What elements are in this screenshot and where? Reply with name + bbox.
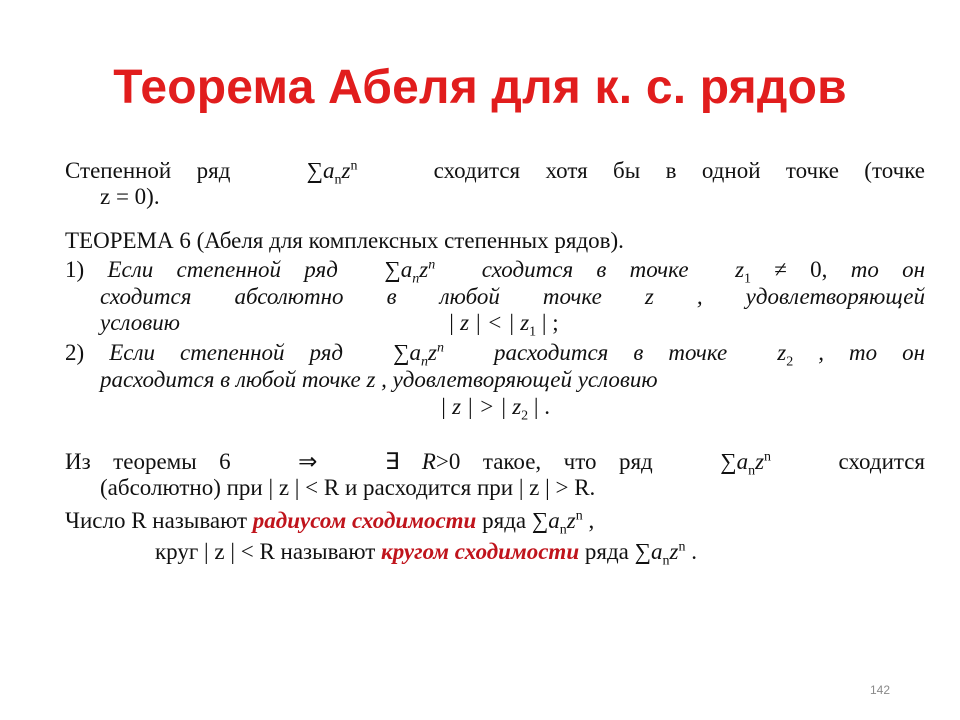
sub-n: n [748,463,756,479]
intro-line-2-text: z = 0). [100,184,160,209]
sub-1: 1 [744,271,752,287]
radius-term: радиусом сходимости [252,508,477,533]
item2-text-c: , то он [818,340,926,365]
intro-line-2 [100,184,160,210]
var-R: R [421,449,436,474]
corollary-cond: >0 такое, что ряд [435,449,653,474]
radius-suffix: ряда [482,508,527,533]
sup-n: n [350,158,358,174]
formula-abs-z-lt: | z | < | z [448,310,530,335]
item2-line-2-text: расходится в любой точке z , удовлетворяющей условию [100,367,658,392]
sub-n: n [334,172,342,188]
page-title: Теорема Абеля для к. с. рядов [113,61,847,114]
sub-2: 2 [786,354,794,370]
sub-2: 2 [521,408,529,424]
sup-n: n [436,340,444,356]
circle-end: . [691,539,697,564]
theorem-heading: ТЕОРЕМА 6 (Абеля для комплексных степенных рядов). [65,228,624,253]
var-z: z [341,158,351,183]
sup-n: n [428,257,436,273]
var-z: z [566,508,576,533]
item2-line-1 [65,340,926,370]
item1-cond: ≠ 0, [774,257,828,282]
exists-icon: ∃ [384,449,400,474]
var-z: z [428,340,437,365]
sub-n: n [662,553,670,569]
corollary-line-1 [65,449,925,479]
coef-a: a [651,539,663,564]
corollary-prefix: Из теоремы 6 [65,449,231,474]
circle-term: кругом сходимости [381,539,580,564]
coef-a: a [400,257,413,282]
point-z1: z [735,257,745,282]
formula-end: | ; [541,310,559,335]
point-z2: z [777,340,787,365]
intro-prefix: Степенной ряд [65,158,231,183]
item2-num: 2) [65,340,85,365]
implies-icon: ⇒ [298,449,318,474]
corollary-line-2 [100,475,595,501]
sum-symbol: ∑ [306,158,323,183]
formula-abs-z-gt: | z | > | z [440,394,522,419]
formula-end: | . [533,394,550,419]
item1-condition-label: условию [100,310,180,335]
intro-line-1 [65,158,925,188]
radius-end: , [588,508,595,533]
item2-text-a: Если степенной ряд [109,340,344,365]
sub-n: n [421,354,428,370]
sum-symbol: ∑ [384,257,401,282]
sum-symbol: ∑ [531,508,549,533]
intro-suffix: сходится хотя бы в одной точке (точке [433,158,925,183]
var-z: z [669,539,679,564]
coef-a: a [736,449,749,474]
item1-num: 1) [65,257,85,282]
sup-n: n [575,508,583,524]
item1-formula [448,310,559,340]
sub-1: 1 [529,324,537,340]
coef-a: a [409,340,421,365]
item1-line-3 [100,310,180,336]
sum-symbol: ∑ [720,449,737,474]
circle-prefix: круг | z | < R называют [155,539,376,564]
circle-suffix: ряда [584,539,629,564]
item1-text-b: сходится в точке [481,257,689,282]
sub-n: n [559,522,567,538]
radius-line [65,508,595,538]
corollary-line-2-text: (абсолютно) при | z | < R и расходится при | z | > R. [100,475,596,500]
item1-line-2-text: сходится абсолютно в любой точке z , удовлетворяющей [100,284,925,309]
item2-line-2 [100,367,860,393]
sum-symbol: ∑ [393,340,410,365]
sum-symbol: ∑ [634,539,652,564]
item2-text-b: расходится в точке [493,340,728,365]
item1-text-a: Если степенной ряд [107,257,338,282]
var-z: z [419,257,429,282]
radius-prefix: Число R называют [65,508,248,533]
coef-a: a [548,508,560,533]
sub-n: n [412,271,420,287]
item1-line-1 [65,257,925,287]
sup-n: n [678,539,686,555]
circle-line [155,539,697,569]
coef-a: a [323,158,335,183]
item1-line-2 [100,284,925,310]
item1-text-c: то он [850,257,925,282]
item2-formula [440,394,550,424]
page-number: 142 [870,683,891,697]
sup-n: n [764,449,772,465]
corollary-suffix: сходится [838,449,925,474]
var-z: z [755,449,765,474]
